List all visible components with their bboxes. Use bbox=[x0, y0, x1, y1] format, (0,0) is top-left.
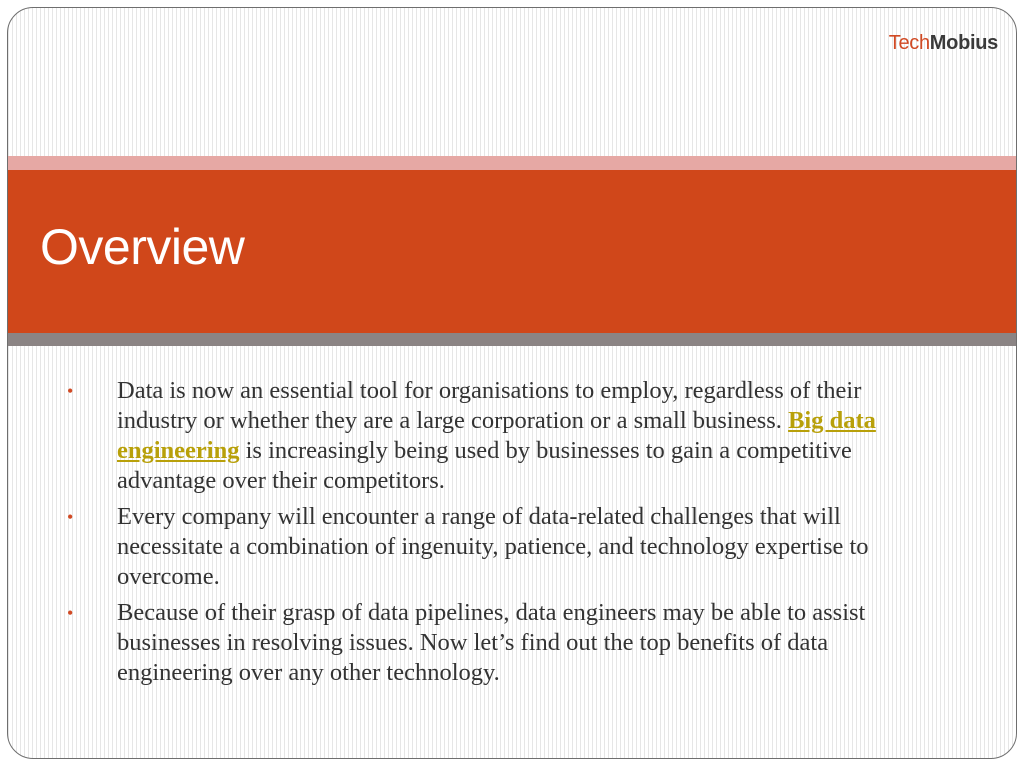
bullet-icon: • bbox=[67, 507, 74, 527]
bullet-text: Because of their grasp of data pipelines, data engineers may be able to assist businesses in resolving issues. Now let’s find out the top benefits of data engineering over any other technology. bbox=[117, 599, 866, 686]
bullet-list bbox=[8, 376, 1016, 694]
accent-band bbox=[8, 156, 1016, 170]
bullet-text: Data is now an essential tool for organisations to employ, regardless of their industry or whether they are a large corporation or a small business. bbox=[117, 377, 862, 434]
techmobius-logo bbox=[889, 32, 998, 55]
list-item bbox=[8, 376, 1016, 496]
divider-band bbox=[8, 333, 1016, 346]
big-data-engineering-link[interactable]: Big data engineering bbox=[117, 407, 876, 464]
logo-tech: Tech bbox=[888, 32, 930, 54]
list-item bbox=[8, 598, 1016, 688]
bullet-text: is increasingly being used by businesses to gain a competitive advantage over their competitors. bbox=[117, 437, 852, 494]
logo-mobius: Mobius bbox=[929, 32, 998, 54]
bullet-icon: • bbox=[67, 603, 74, 623]
list-item bbox=[8, 502, 1016, 592]
slide bbox=[7, 7, 1017, 759]
bullet-text: Every company will encounter a range of data-related challenges that will necessitate a combination of ingenuity, patience, and technology expertise to overcome. bbox=[117, 503, 869, 590]
title-band bbox=[8, 170, 1016, 333]
slide-title: Overview bbox=[40, 219, 245, 275]
bullet-icon: • bbox=[67, 381, 74, 401]
